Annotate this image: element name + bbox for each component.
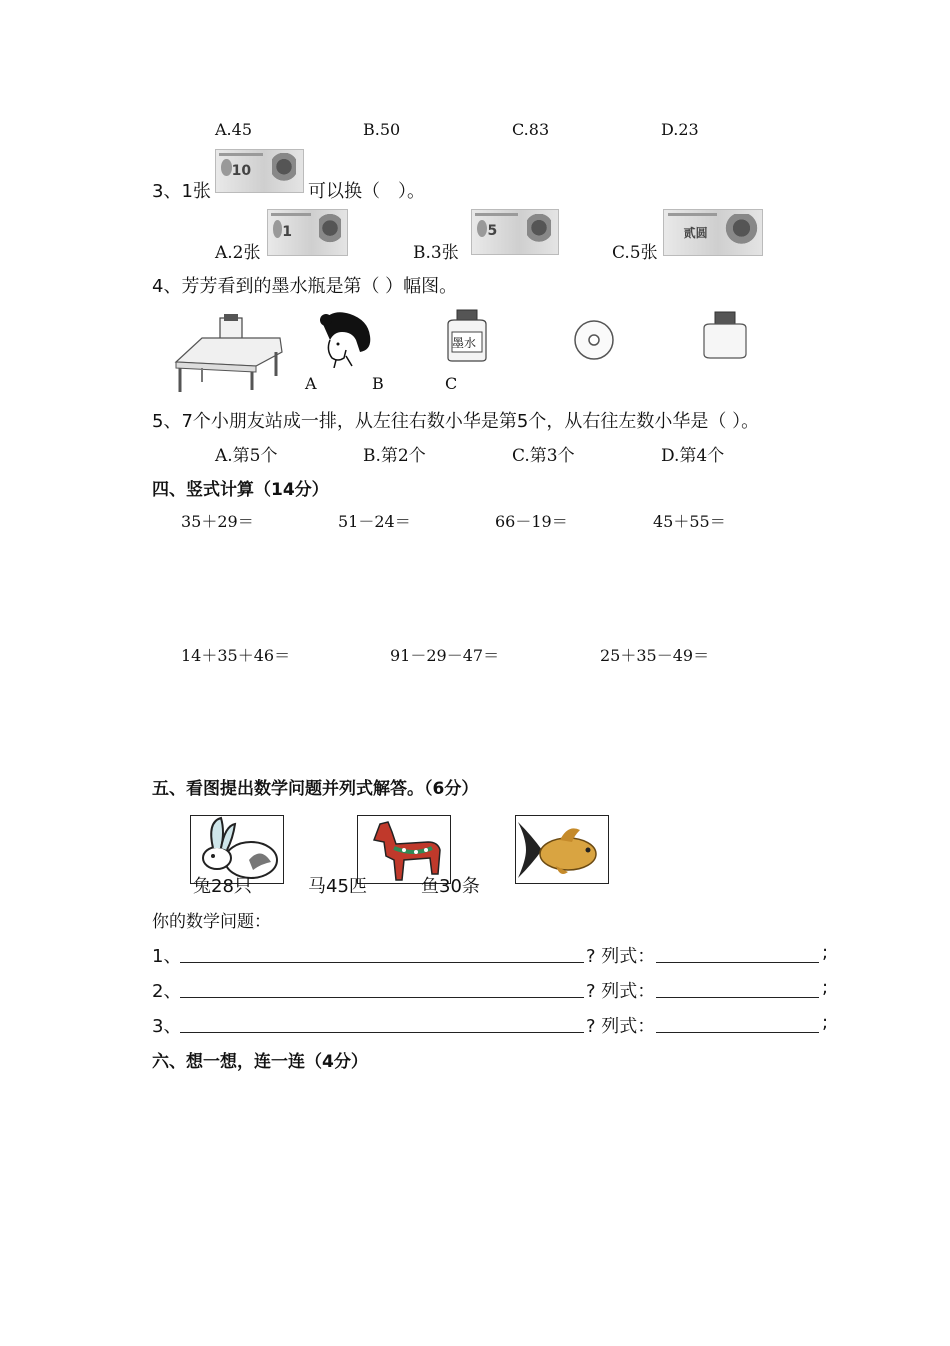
calc-6: 91－29－47＝ <box>390 646 500 665</box>
five-yuan-bill-image: 5 <box>471 209 559 255</box>
section-6-title: 六、想一想，连一连（4分） <box>152 1052 368 1072</box>
question-line-1[interactable] <box>180 962 584 963</box>
q5-text: 5、7个小朋友站成一排，从左往右数小华是第5个，从右往左数小华是（ ）。 <box>152 411 760 432</box>
horse-count: 马45匹 <box>308 876 367 897</box>
q2-option-d: D.23 <box>661 120 699 139</box>
q3-option-b: B.3张 <box>413 243 459 263</box>
line-end-1: ; <box>822 942 829 963</box>
girl-looking-image <box>312 310 374 368</box>
q4-label-b: B <box>372 374 384 393</box>
q5-option-b: B.第2个 <box>363 446 426 466</box>
q3-option-c: C.5张 <box>612 243 658 263</box>
q5-option-d: D.第4个 <box>661 446 725 466</box>
two-yuan-bill-image: 贰圆 <box>663 209 763 256</box>
ink-bottle-side-image <box>700 310 750 360</box>
one-yuan-bill-image: 1 <box>267 209 348 256</box>
line-end-3: ; <box>822 1012 829 1033</box>
section-4-title: 四、竖式计算（14分） <box>152 480 329 500</box>
question-num-1: 1、 <box>152 946 182 967</box>
bill-denomination: 10 <box>231 162 252 179</box>
q3-suffix: 可以换（ ）。 <box>308 181 425 202</box>
q3-option-a: A.2张 <box>215 243 261 263</box>
calc-3: 66－19＝ <box>495 512 568 531</box>
calc-1: 35＋29＝ <box>181 512 254 531</box>
q3-prefix: 3、1张 <box>152 181 211 202</box>
q4-label-a: A <box>305 374 317 393</box>
q5-option-c: C.第3个 <box>512 446 575 466</box>
formula-line-2[interactable] <box>656 997 819 998</box>
question-line-2[interactable] <box>180 997 584 998</box>
your-question-prompt: 你的数学问题： <box>152 912 271 932</box>
calc-4: 45＋55＝ <box>653 512 726 531</box>
ten-yuan-bill-image <box>215 149 304 193</box>
table-with-bottle-image <box>172 312 288 394</box>
question-num-2: 2、 <box>152 981 182 1002</box>
section-5-title: 五、看图提出数学问题并列式解答。（6分） <box>152 779 479 799</box>
formula-label-3: ? 列式： <box>586 1016 656 1037</box>
calc-5: 14＋35＋46＝ <box>181 646 291 665</box>
line-end-2: ; <box>822 977 829 998</box>
q4-text: 4、芳芳看到的墨水瓶是第（ ）幅图。 <box>152 276 458 297</box>
question-line-3[interactable] <box>180 1032 584 1033</box>
goldfish-image <box>515 815 609 884</box>
formula-line-1[interactable] <box>656 962 819 963</box>
bottle-label: 墨水 <box>452 336 477 350</box>
q4-label-c: C <box>445 374 458 393</box>
formula-label-1: ? 列式： <box>586 946 656 967</box>
rabbit-count: 兔28只 <box>193 876 252 897</box>
calc-7: 25＋35－49＝ <box>600 646 710 665</box>
calc-2: 51－24＝ <box>338 512 411 531</box>
q5-option-a: A.第5个 <box>215 446 278 466</box>
q2-option-b: B.50 <box>363 120 401 139</box>
q2-option-a: A.45 <box>215 120 252 139</box>
formula-line-3[interactable] <box>656 1032 819 1033</box>
formula-label-2: ? 列式： <box>586 981 656 1002</box>
fish-count: 鱼30条 <box>421 876 480 897</box>
ink-bottle-top-view-image <box>573 319 615 361</box>
question-num-3: 3、 <box>152 1016 182 1037</box>
q2-option-c: C.83 <box>512 120 550 139</box>
